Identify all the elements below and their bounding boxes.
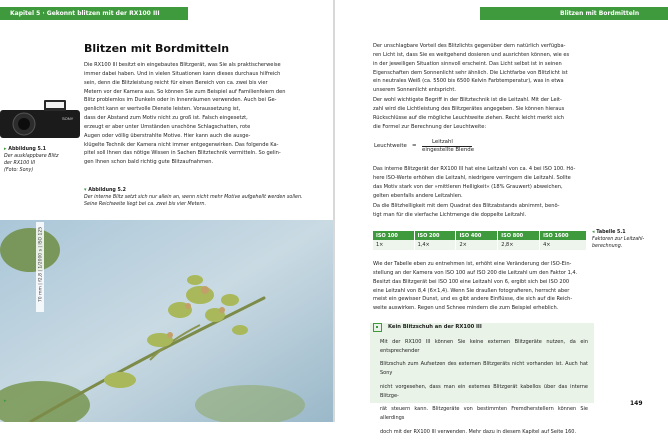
table-header: ISO 200 <box>414 231 456 240</box>
photo-credit: 70 mm | f2,8 | 1/2000 s | ISO 125 <box>36 222 44 312</box>
formula-eq: = <box>412 143 417 149</box>
text-line: tigt man für die vierfache Lichtmenge die doppelte Leitzahl. <box>373 211 527 218</box>
text-line: nicht vorgesehen, dass man ein externes Blitzgerät kabellos über das interne Blitzge- <box>380 383 588 399</box>
text-line: klügelte Technik der Kamera nicht immer entgegenwirken. Das folgende Ka- <box>84 141 279 148</box>
table-header: ISO 100 <box>373 231 414 240</box>
table-cell: 4× <box>540 240 587 250</box>
text-line: genlicht kann er wertvolle Dienste leisten. Voraussetzung ist, <box>84 106 241 113</box>
text-line: sein, denn die Blitzleistung reicht für einen Bereich von ca. zwei bis vier <box>84 79 268 86</box>
text-line: Das interne Blitzgerät der RX100 III hat eine Leitzahl von ca. 4 bei ISO 100. Hö- <box>373 166 576 172</box>
text-line: das Motiv stark von der »mittleren Helligkeit« (18% Grauwert) abweichen, <box>373 183 563 190</box>
text-line: Metern vor der Kamera aus. So können Sie zum Beispiel auf Familienfeiern den <box>84 88 286 95</box>
text-line: stellung an der Kamera von ISO 100 auf ISO 200 die Leitzahl um den Faktor 1,4. <box>373 269 578 276</box>
right-para-4 <box>373 202 587 220</box>
text-line: Blitz problemlos im Dunkeln oder in Innenräumen verwenden. Auch bei Ge- <box>84 97 277 104</box>
text-line: Augen oder völlig überstrahlte Motive. Hier kann auch die ausge- <box>84 132 251 139</box>
text-line: gen Ihnen schon bald richtig gute Blitzaufnahmen. <box>84 159 214 166</box>
text-line: weite auswirken. Regen und Schnee mindern die zum Beispiel erheblich. <box>373 305 559 312</box>
iso-factor-table <box>373 231 587 250</box>
text-line: Die RX100 III besitzt ein eingebautes Blitzgerät, was Sie als praktischerweise <box>84 62 281 68</box>
text-line: unserem Sonnenlicht entspricht. <box>373 87 456 94</box>
flower-photo <box>0 220 333 422</box>
text-line: Wie der Tabelle eben zu entnehmen ist, erhöht eine Veränderung der ISO-Ein- <box>373 261 572 267</box>
table-cell: 1,4× <box>414 240 456 250</box>
right-para-2 <box>373 96 587 131</box>
section-title: Blitzen mit Bordmitteln <box>84 42 230 55</box>
text-line: ein neutrales Weiß (ca. 5500 bis 6500 Kelvin Farbtemperatur), was in etwa <box>373 78 564 85</box>
text-line: Da die Blitzhelligkeit mit dem Quadrat des Blitzabstands abnimmt, benö- <box>373 203 560 209</box>
text-line: dass der Abstand zum Motiv nicht zu groß ist. Falsch eingesetzt, <box>84 115 248 122</box>
text-line: zahl wird die Lichtleistung des Blitzgerätes angegeben. Sie können hieraus <box>373 105 565 112</box>
left-body-text <box>84 61 329 167</box>
text-line: here ISO-Werte erhöhen die Leitzahl, niedrigere verringern die Leitzahl. Sollte <box>373 174 571 181</box>
table-cell: 2,8× <box>498 240 540 250</box>
text-line: Mit der RX100 III können Sie keine externen Blitzgeräte nutzen, da ein entsprechender <box>380 339 588 354</box>
figure-caption-2: ▾ Abbildung 5.2 Der interne Blitz setzt sich nur allein an, wenn nicht mehr Motive aufgehellt werden sollen. Seine Reichweite liegt bei ca. zwei bis vier Metern. <box>84 187 303 207</box>
table-cell: 1× <box>373 240 414 250</box>
formula-lhs: Leuchtweite <box>374 143 407 149</box>
text-line: ren Licht ist, dass Sie es weitgehend dosieren und ausrichten können, wie es <box>373 51 570 58</box>
right-para-1 <box>373 42 587 95</box>
table-header: ISO 400 <box>456 231 498 240</box>
text-line: in der jeweiligen Situation sinnvoll erscheint. Das Licht selbst ist in seinen <box>373 60 562 67</box>
text-line: meist ein gewisser Dunst, und es gibt andere Einflüsse, die sich auf die Reich- <box>373 296 573 303</box>
tip-title: Kein Blitzschuh an der RX100 III <box>388 324 482 330</box>
text-line: Besitzt das Blitzgerät bei ISO 100 eine Leitzahl von 6, ergibt sich bei ISO 200 <box>373 278 570 285</box>
chapter-header: Kapitel 5 · Gekonnt blitzen mit der RX100 III <box>0 7 188 20</box>
table-row <box>373 240 587 250</box>
text-line: immer dabei haben. Und in vielen Situationen kann dieses durchaus hilfreich <box>84 70 281 77</box>
table-caption: ◂ Tabelle 5.1 Faktoren zur Leitzahl- berechnung. <box>592 229 645 249</box>
table-header: ISO 1600 <box>540 231 587 240</box>
text-line: doch mit der RX100 III verwenden. Mehr dazu in diesem Kapitel auf Seite 160. <box>380 428 577 435</box>
table-cell: 2× <box>456 240 498 250</box>
formula-denominator: eingestellte Blende <box>422 147 475 153</box>
text-line: eine Leitzahl von 8,4 (6×1,4). Wenn Sie draußen fotografieren, herrscht aber <box>373 287 570 294</box>
text-line: pitel soll Ihnen das nötige Wissen in Sachen Blitztechnik vermitteln. So gelin- <box>84 150 281 157</box>
text-line: Rückschlüsse auf die mögliche Leuchtweite ziehen. Recht leicht merkt sich <box>373 114 564 121</box>
text-line: die Formel zur Berechnung der Leuchtweite: <box>373 123 487 130</box>
figure-caption-2-marker: ▸ <box>4 398 7 404</box>
right-para-5 <box>373 260 587 313</box>
text-line: Blitzschuh zum Aufsetzen des externen Blitzgeräts nicht vorhanden ist. Auch hat Sony <box>380 361 588 377</box>
text-line: Der unschlagbare Vorteil des Blitzlichts gegenüber dem natürlich verfügba- <box>373 43 566 49</box>
text-line: Eigenschaften dem Sonnenlicht sehr ähnlich. Die Lichtfarbe von Blitzlicht ist <box>373 69 568 76</box>
page-number: 149 <box>630 400 643 407</box>
tip-text <box>380 333 588 441</box>
text-line: gelten ebenfalls andere Leitzahlen. <box>373 192 463 199</box>
table-header: ISO 800 <box>498 231 540 240</box>
right-para-3 <box>373 165 587 200</box>
text-line: Der wohl wichtigste Begriff in der Blitztechnik ist die Leitzahl. Mit der Leit- <box>373 97 562 103</box>
figure-caption-1: ▸ Abbildung 5.1 Der ausklappbare Blitz der RX100 III (Foto: Sony) <box>4 146 59 173</box>
running-header: Blitzen mit Bordmitteln <box>480 7 668 20</box>
camera-image <box>0 96 80 140</box>
text-line: rät steuern kann. Blitzgeräte von bestimmten Fremdherstellern können Sie allerdings <box>380 406 588 421</box>
left-page <box>0 0 333 422</box>
table-header-row <box>373 231 587 240</box>
text-line: erzeugt er aber unter Umständen unschöne Schlagschatten, rote <box>84 123 251 130</box>
caption-1-label: Abbildung 5.1 <box>8 147 46 152</box>
camera-brand: SONY <box>62 116 74 121</box>
formula-numerator: Leitzahl <box>432 139 453 145</box>
tip-icon <box>373 323 382 332</box>
caption-2-label: Abbildung 5.2 <box>88 188 126 193</box>
